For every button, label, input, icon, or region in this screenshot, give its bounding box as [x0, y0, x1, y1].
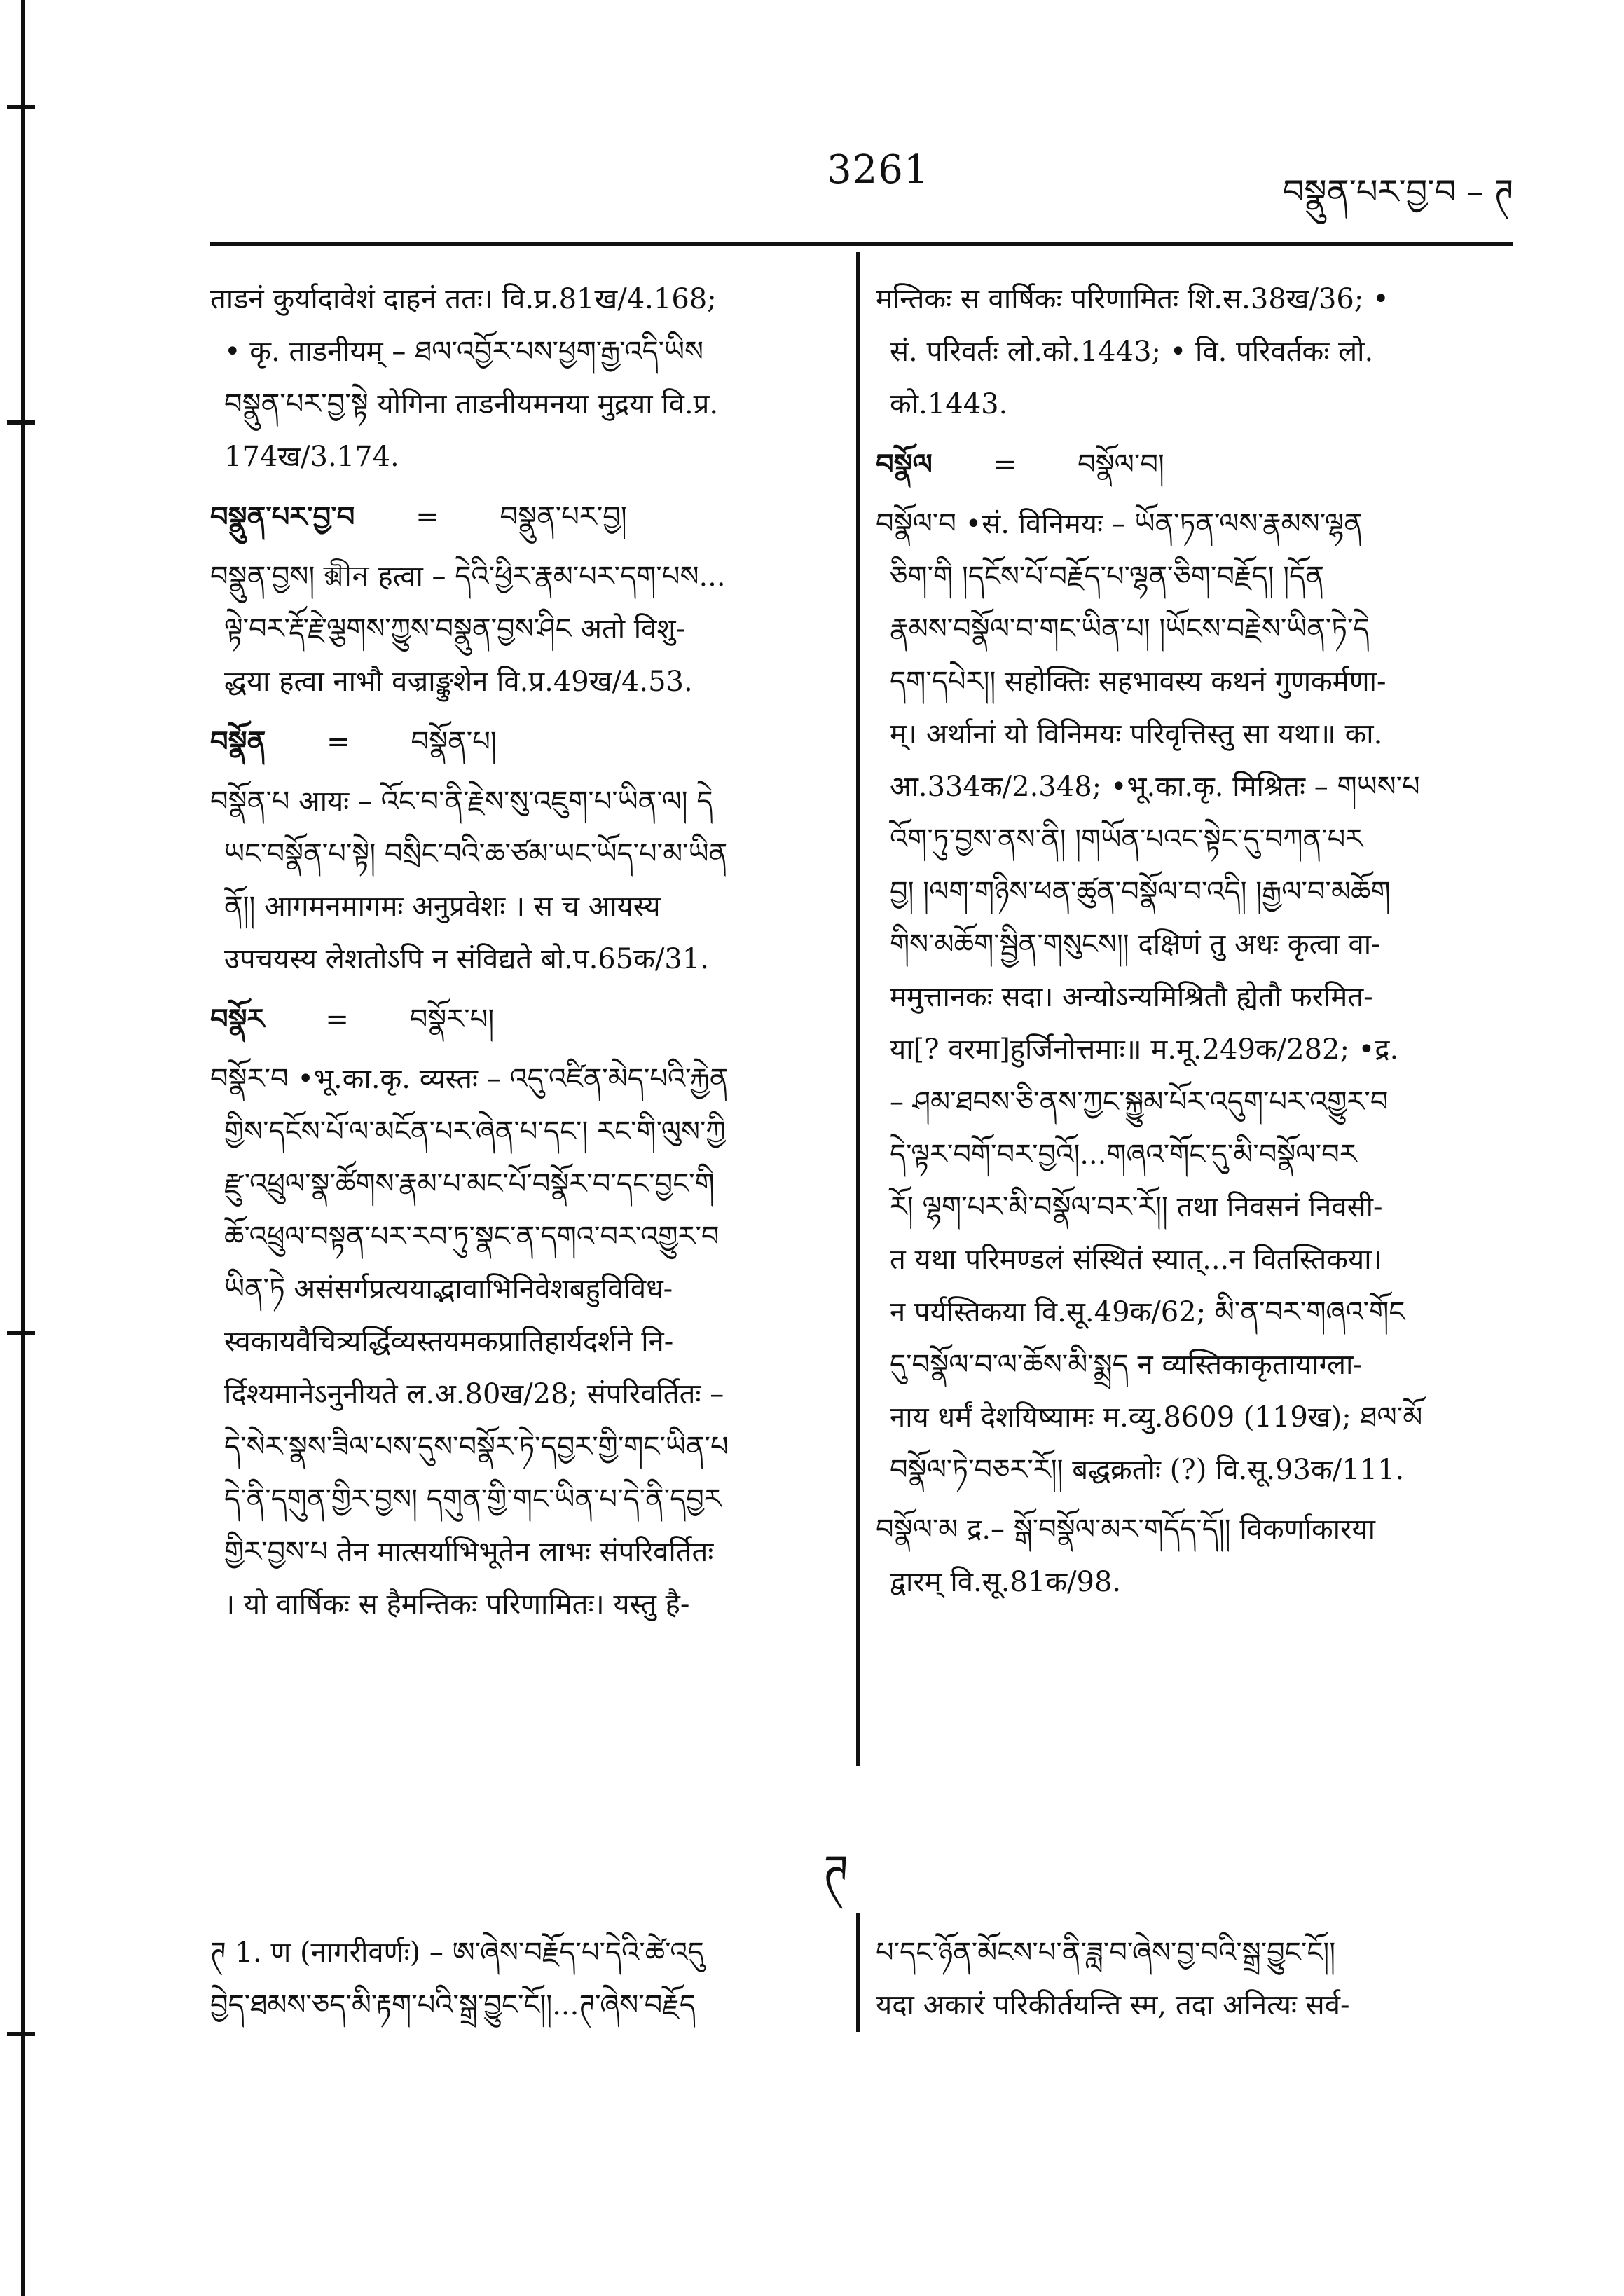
scan-edge-tick [7, 105, 35, 109]
equals-sign: = [993, 448, 1017, 481]
entry-text-line: ཅིག་གི །དངོས་པོ་བརྗོད་པ་ལྷན་ཅིག་བརྗོད། །དོན [890, 561, 1324, 593]
dictionary-entry [210, 993, 827, 1046]
entry-text-line: 174ख/3.174. [224, 441, 399, 473]
entry-text-line: • कृ. ताडनीयम् – ཐལ་འབྱོར་པས་ཕྱག་རྒྱ་འདི་ཡིས [224, 336, 704, 368]
dictionary-entry [210, 273, 827, 483]
dictionary-entry [210, 551, 827, 708]
headword: བསྣུན་པར་བྱ་བ [210, 500, 355, 533]
entry-text-line: द्धया हत्वा नाभौ वज्राङ्कुशेन वि.प्र.49ख/4.53. [224, 666, 693, 698]
entry-text-line: र्दिश्यमानेऽनुनीयते ल.अ.80ख/28; संपरिवर्तितः – [224, 1378, 724, 1410]
left-column [210, 273, 827, 1638]
entry-text-line: གྱིས་དངོས་པོ་ལ་མངོན་པར་ཞེན་པ་དང་། རང་གི་ལུས་ཀྱི [224, 1115, 726, 1148]
equals-sign: = [415, 501, 439, 533]
bottom-left-column [210, 1927, 827, 2032]
scan-edge [0, 0, 49, 2296]
column-divider [856, 1913, 860, 2032]
headword: བསྣོལ [876, 448, 933, 481]
entry-text-line: यदा अकारं परिकीर्तयन्ति स्म, तदा अनित्यः सर्व- [876, 1989, 1350, 2021]
entry-text-line: ताडनं कुर्यादावेशं दाहनं ततः। वि.प्र.81ख/4.168; [210, 283, 717, 315]
entry-text-line: གིས་མཆོག་སྦྱིན་གསུངས།། दक्षिणं तु अधः कृत्वा वा- [890, 928, 1381, 961]
entry-text-line: དེ་ནི་དགུན་གྱིར་བྱས། དགུན་གྱི་གང་ཡིན་པ་དེ་ནི་དབྱར [224, 1483, 722, 1515]
scan-edge-line [21, 0, 25, 2296]
headword: བསྣོར [210, 1003, 265, 1036]
cross-reference-line [210, 993, 827, 1046]
cross-reference-line [210, 490, 827, 544]
scan-edge-tick [7, 1331, 35, 1335]
entry-text-line: བསྣོན་པ आयः – འོང་བ་ནི་རྗེས་སུ་འཇུག་པ་ཡིན་ལ། དེ [210, 785, 713, 818]
entry-text-line: རྣམས་བསྣོལ་བ་གང་ཡིན་པ། །ཡོངས་བརྗེས་ཡིན་ཏེ་དེ [890, 613, 1370, 645]
entry-text-line: ལྟེ་བར་རྡོ་རྗེ་ལྕགས་ཀྱུས་བསྣུན་བྱས་ཤིང अतो विशु- [224, 613, 686, 645]
entry-text-line: आ.334क/2.348; •भू.का.कृ. मिश्रितः – གཡས་པ [890, 771, 1420, 803]
entry-text-line: या[? वरमा]हुर्जिनोत्तमाः॥ म.मू.249क/282; •द्र. [890, 1033, 1399, 1066]
dictionary-entry [876, 273, 1513, 431]
entry-text-line: རྫུ་འཕྲུལ་སྣ་ཚོགས་རྣམ་པ་མང་པོ་བསྣོར་བ་དང་བྱང་གི [224, 1168, 715, 1200]
section-letter: ཊ [823, 1846, 849, 1898]
dictionary-entry [876, 498, 1513, 1497]
entry-text-line: པ་དང་ཉོན་མོངས་པ་ནི་ཟླ་བ་ཞེས་བྱ་བའི་སྒྲ་བྱུང་ངོ།། [876, 1937, 1336, 1969]
entry-text-line: ཊ 1. ण (नागरीवर्णः) – ཨ་ཞེས་བརྗོད་པ་དེའི་ཚེ་འདུ [210, 1937, 704, 1969]
entry-text-line: བསྣོར་བ •भू.का.कृ. व्यस्तः – འདུ་འཛིན་མེད་པའི་རྐྱེན [210, 1063, 729, 1095]
dictionary-entry [210, 776, 827, 986]
entry-text-line: བསྣུན་པར་བྱ་སྟེ योगिना ताडनीयमनया मुद्रया वि.प्र. [224, 388, 719, 420]
entry-text-line: को.1443. [890, 388, 1008, 420]
entry-text-line: द्वारम् वि.सू.81क/98. [890, 1566, 1122, 1598]
entry-text-line: བསྣུན་བྱས། ক্সীন हत्वा – དེའི་ཕྱིར་རྣམ་པར་དག་པས... [210, 561, 726, 593]
cross-reference-target: བསྣོལ་བ། [1078, 448, 1164, 481]
entry-text-line: ནོ།། आगमनमागमः अनुप्रवेशः । स च आयस्य [224, 891, 661, 923]
column-divider [856, 252, 860, 1766]
dictionary-entry [210, 715, 827, 769]
entry-text-line: བྱེད་ཐམས་ཅད་མི་རྟག་པའི་སྒྲ་བྱུང་ངོ།།...ཊ་ཞེས་བརྗོད [210, 1989, 696, 2021]
entry-text-line: ཡིན་ཏེ असंसर्गप्रत्ययाद्भावाभिनिवेशबहुविविध- [224, 1273, 673, 1305]
cross-reference-line [876, 438, 1513, 491]
entry-text-line: सं. परिवर्तः लो.को.1443; • वि. परिवर्तकः लो. [890, 336, 1374, 368]
entry-text-line: नाय धर्मं देशयिष्यामः म.व्यु.8609 (119ख); ཐལ་མོ [890, 1401, 1423, 1434]
running-head: བསྣུན་པར་བྱ་བ – ཊ [1282, 172, 1513, 212]
page-number: 3261 [827, 147, 930, 193]
entry-text-line: उपचयस्य लेशतोऽपि न संविद्यते बो.प.65क/31. [224, 943, 709, 975]
entry-text-line: – ཤམ་ཐབས་ཅི་ནས་ཀྱང་སྐྱུམ་པོར་འདུག་པར་འགྱུར་བ [890, 1086, 1389, 1118]
right-column [876, 273, 1513, 1616]
entry-text-line: དེ་སེར་སྣས་ཟིལ་པས་དུས་བསྣོར་ཏེ་དབྱར་གྱི་གང་ཡིན་པ [224, 1431, 729, 1463]
entry-text-line: རོ། ལྷག་པར་མི་བསྣོལ་བར་རོ།། तथा निवसनं निवसी- [890, 1191, 1383, 1223]
entry-text-line: मन्तिकः स वार्षिकः परिणामितः शि.स.38ख/36; • [876, 283, 1389, 315]
page-header [210, 140, 1513, 224]
entry-text-line: དག་དཔེར།། सहोक्तिः सहभावस्य कथनं गुणकर्मणा- [890, 666, 1386, 698]
entry-text-line: न पर्यस्तिकया वि.सू.49क/62; མི་ན་བར་གཞའ་གོང [890, 1296, 1405, 1328]
entry-text-line: स्वकायवैचित्र्यर्द्धिव्यस्तयमकप्रातिहार्यदर्शने नि- [224, 1326, 674, 1358]
scan-edge-tick [7, 420, 35, 425]
equals-sign: = [326, 726, 350, 758]
cross-reference-target: བསྣུན་པར་བྱ། [500, 501, 627, 533]
dictionary-entry [210, 490, 827, 544]
entry-text-line: ममुत्तानकः सदा। अन्योऽन्यमिश्रितौ ह्येतौ फरमित- [890, 981, 1373, 1013]
dictionary-entry [876, 438, 1513, 491]
entry-text-line: བསྣོལ་བ •सं. विनिमयः – ཡོན་ཏན་ལས་རྣམས་ལྷན [876, 508, 1363, 540]
entry-text-line: त यथा परिमण्डलं संस्थितं स्यात्...न वितस्तिकया। [890, 1244, 1382, 1276]
dictionary-entry [210, 1053, 827, 1631]
entry-text-line: ཆོ་འཕྲུལ་བསྟན་པར་རབ་ཏུ་སྣང་ན་དགའ་བར་འགྱུར་བ [224, 1221, 720, 1253]
cross-reference-target: བསྣོན་པ། [411, 726, 497, 758]
equals-sign: = [325, 1003, 349, 1036]
headword: བསྣོན [210, 725, 266, 758]
bottom-right-column [876, 1927, 1513, 2032]
entry-text-line: म्। अर्थानां यो विनिमयः परिवृत्तिस्तु सा यथा॥ का. [890, 718, 1383, 750]
entry-text-line: བྱ། །ལག་གཉིས་ཕན་ཚུན་བསྣོལ་བ་འདི། །རྒྱལ་བ་མཆོག [890, 876, 1391, 908]
dictionary-entry [876, 1504, 1513, 1609]
entry-text-line: ཡང་བསྣོན་པ་སྟེ། བསྲིང་བའི་ཆ་ཙམ་ཡང་ཡོད་པ་མ་ཡིན [224, 838, 728, 870]
scan-edge-tick [7, 2032, 35, 2036]
entry-text-line: དུ་བསྣོལ་བ་ལ་ཆོས་མི་སྨྲད न व्यस्तिकाकृतायाग्ला- [890, 1349, 1363, 1381]
entry-text-line: བསྣོལ་མ द्र.– སྒོ་བསྣོལ་མར་གདོད་དོ།། विकर्णाकारया [876, 1513, 1375, 1546]
entry-text-line: བསྣོལ་ཏེ་བཅར་རོ།། बद्धक्रतोः (?) वि.सू.93क/111. [890, 1454, 1405, 1486]
entry-text-line: । यो वार्षिकः स हैमन्तिकः परिणामितः। यस्तु है- [224, 1588, 690, 1621]
entry-text-line: དེ་ལྟར་བགོ་བར་བྱའོ།...གཞའ་གོང་དུ་མི་བསྣོལ་བར [890, 1139, 1357, 1171]
cross-reference-target: བསྣོར་པ། [409, 1003, 495, 1036]
entry-text-line: འོག་ཏུ་བྱས་ནས་ནི། །གཡོན་པའང་སྟེང་དུ་བཀན་པར [890, 823, 1363, 855]
header-rule [210, 242, 1513, 246]
entry-text-line: གྱིར་བྱས་པ तेन मात्सर्याभिभूतेन लाभः संपरिवर्तितः [224, 1536, 714, 1568]
cross-reference-line [210, 715, 827, 769]
